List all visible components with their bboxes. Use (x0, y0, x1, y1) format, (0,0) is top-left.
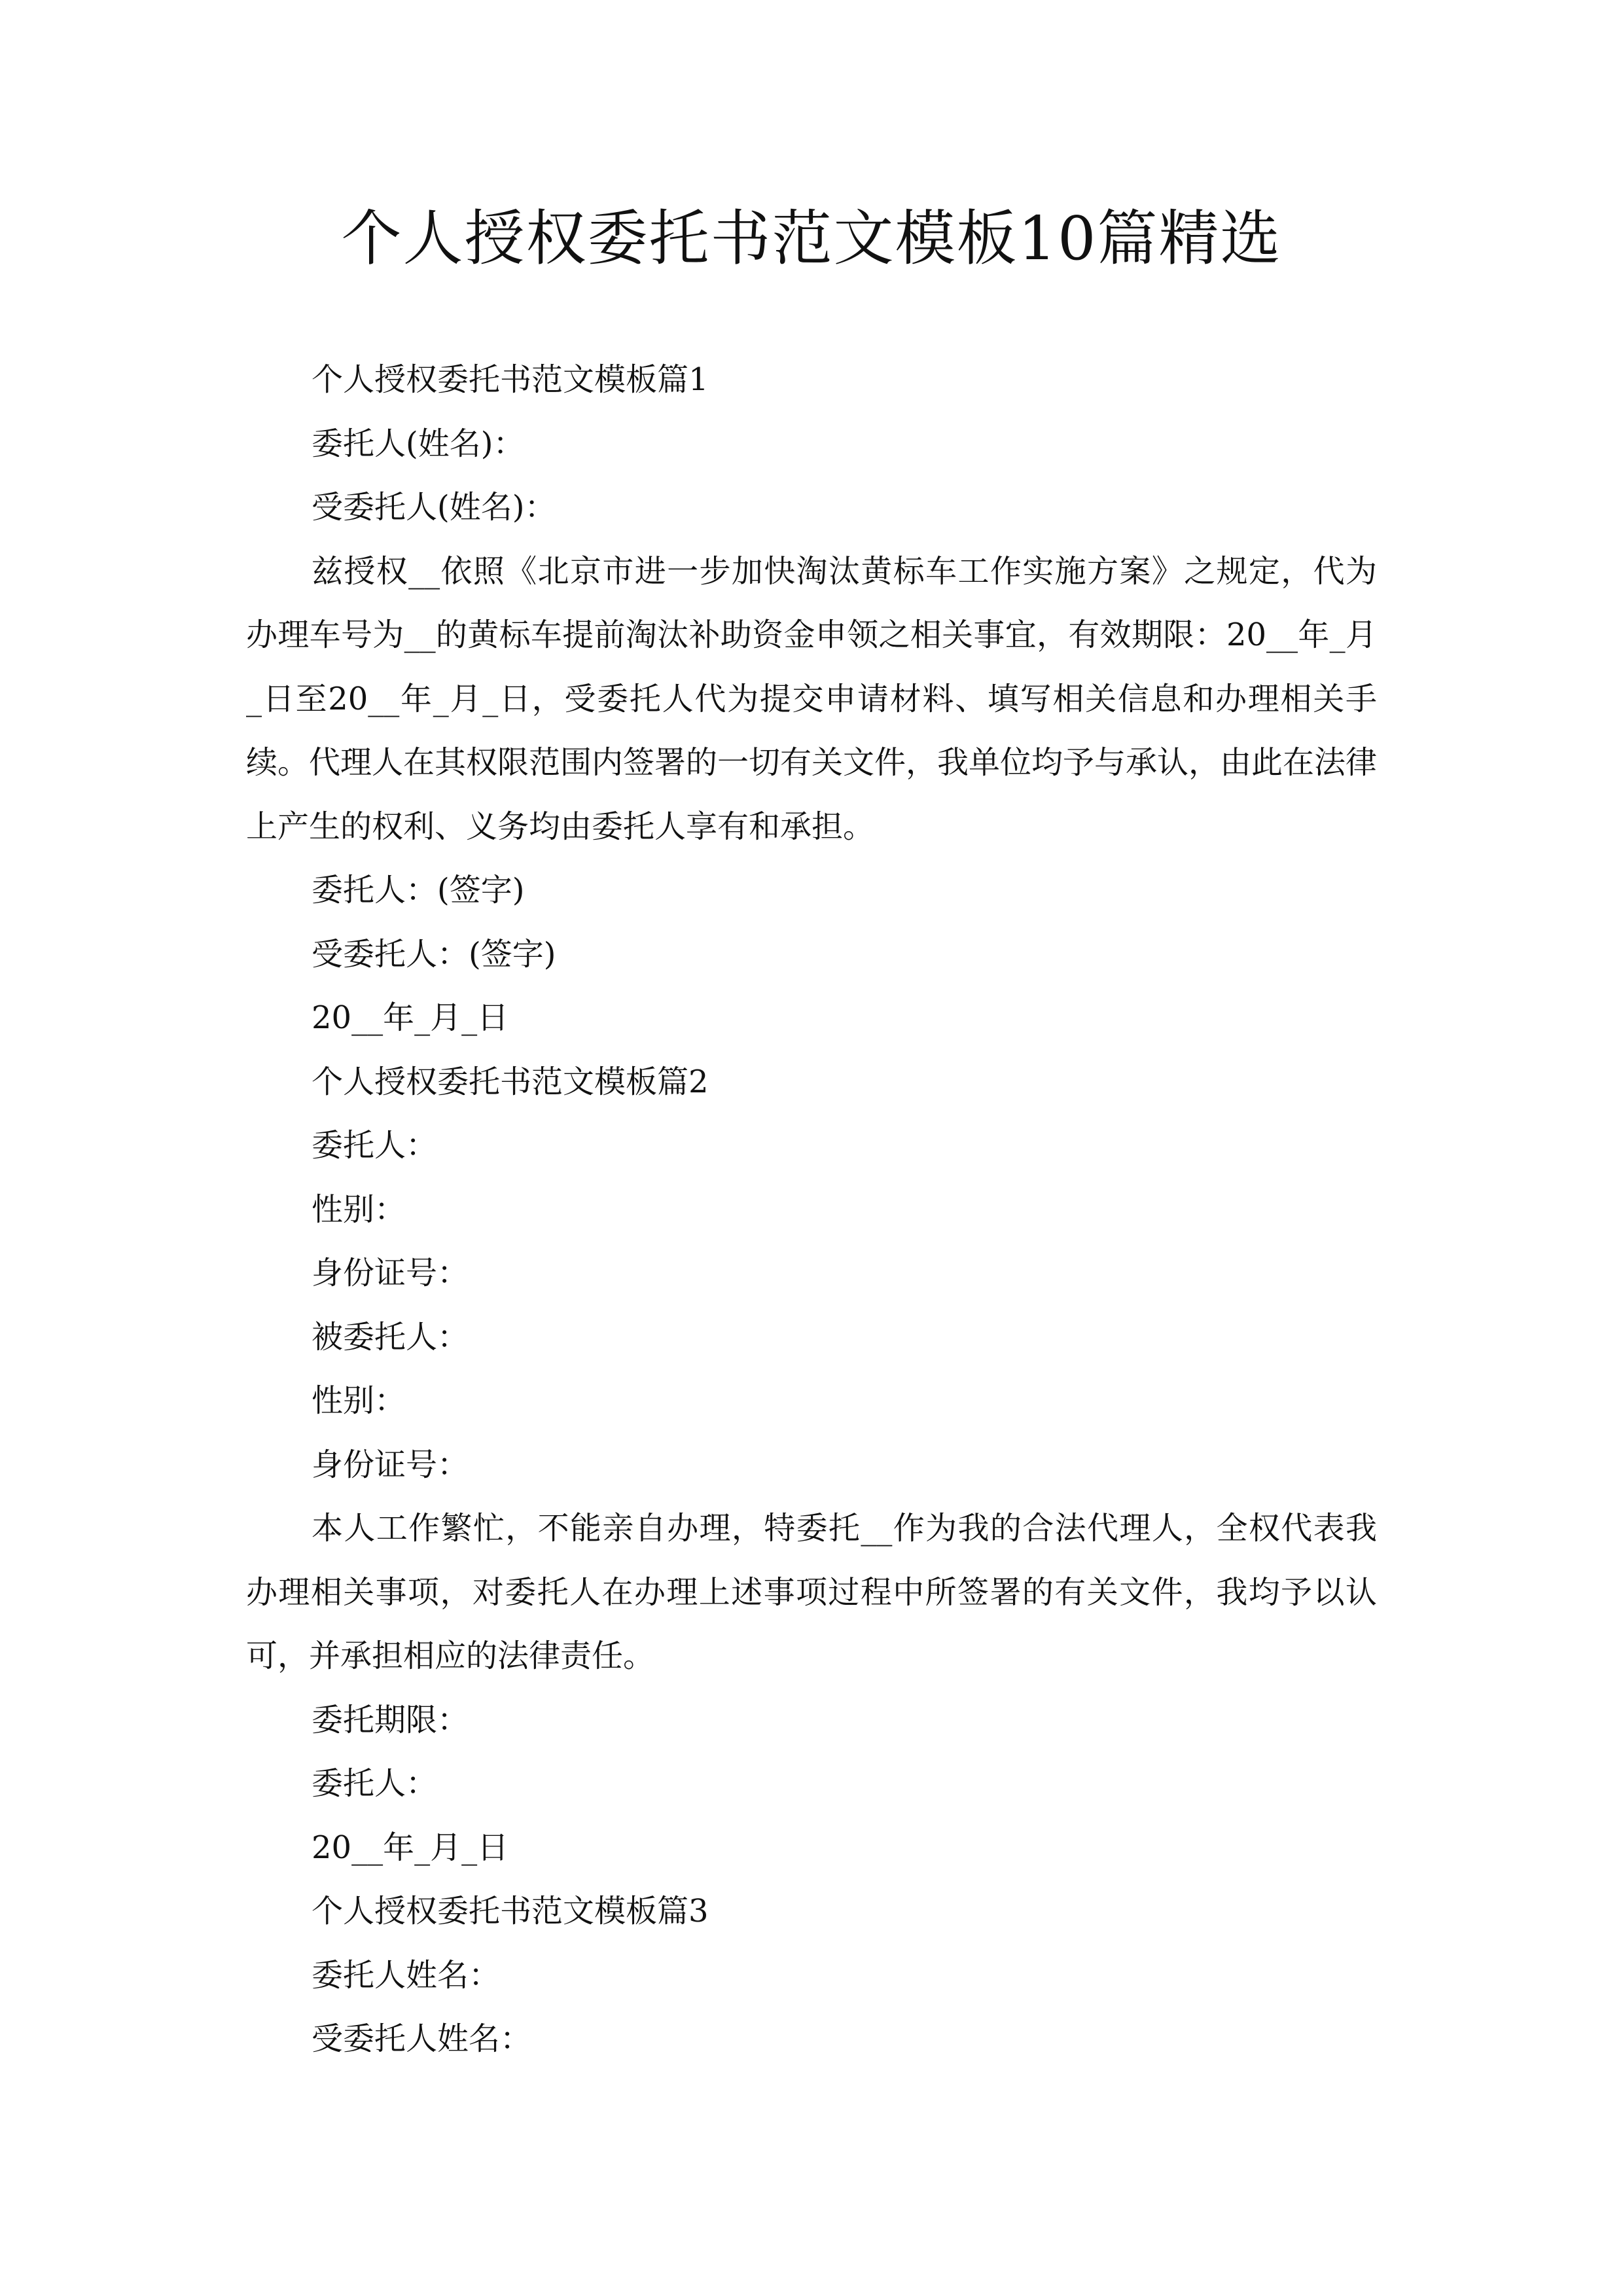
field-gender: 性别： (312, 1382, 406, 1419)
field-id-number: 身份证号： (312, 1446, 469, 1483)
date-line: 20__年_月_日 (312, 999, 509, 1036)
field-principal: 委托人： (312, 1765, 438, 1802)
field-delegate: 被委托人： (312, 1318, 469, 1355)
heading-section-3: 个人授权委托书范文模板篇3 (312, 1893, 709, 1929)
field-gender: 性别： (312, 1191, 406, 1228)
delegation-paragraph: 本人工作繁忙，不能亲自办理，特委托__作为我的合法代理人，全权代表我办理相关事项，对委托人在办理上述事项过程中所签署的有关文件，我均予以认可，并承担相应的法律责任。 (246, 1510, 1377, 1674)
document-body (246, 348, 1377, 2072)
field-agent-name: 受委托人(姓名)： (312, 489, 556, 526)
heading-section-1: 个人授权委托书范文模板篇1 (312, 361, 709, 398)
field-id-number: 身份证号： (312, 1255, 469, 1291)
date-line: 20__年_月_日 (312, 1829, 509, 1866)
heading-section-2: 个人授权委托书范文模板篇2 (312, 1063, 709, 1100)
document-title: 个人授权委托书范文模板10篇精选 (341, 204, 1282, 274)
field-term: 委托期限： (312, 1701, 469, 1738)
field-principal-name: 委托人(姓名)： (312, 425, 525, 462)
field-principal: 委托人： (312, 1127, 438, 1164)
field-agent-name: 受委托人姓名： (312, 2020, 532, 2057)
authorization-paragraph: 兹授权__依照《北京市进一步加快淘汰黄标车工作实施方案》之规定，代为办理车号为__的黄标车提前淘汰补助资金申领之相关事宜，有效期限：20__年_月_日至20__年_月_日，受委托人代为提交申请材料、填写相关信息和办理相关手续。代理人在其权限范围内签署的一切有关文件，我单位均予与承认，由此在法律上产生的权利、义务均由委托人享有和承担。 (246, 552, 1378, 845)
agent-signature-line: 受委托人：(签字) (312, 935, 556, 973)
principal-signature-line: 委托人：(签字) (312, 872, 525, 908)
field-principal-name: 委托人姓名： (312, 1956, 501, 1994)
